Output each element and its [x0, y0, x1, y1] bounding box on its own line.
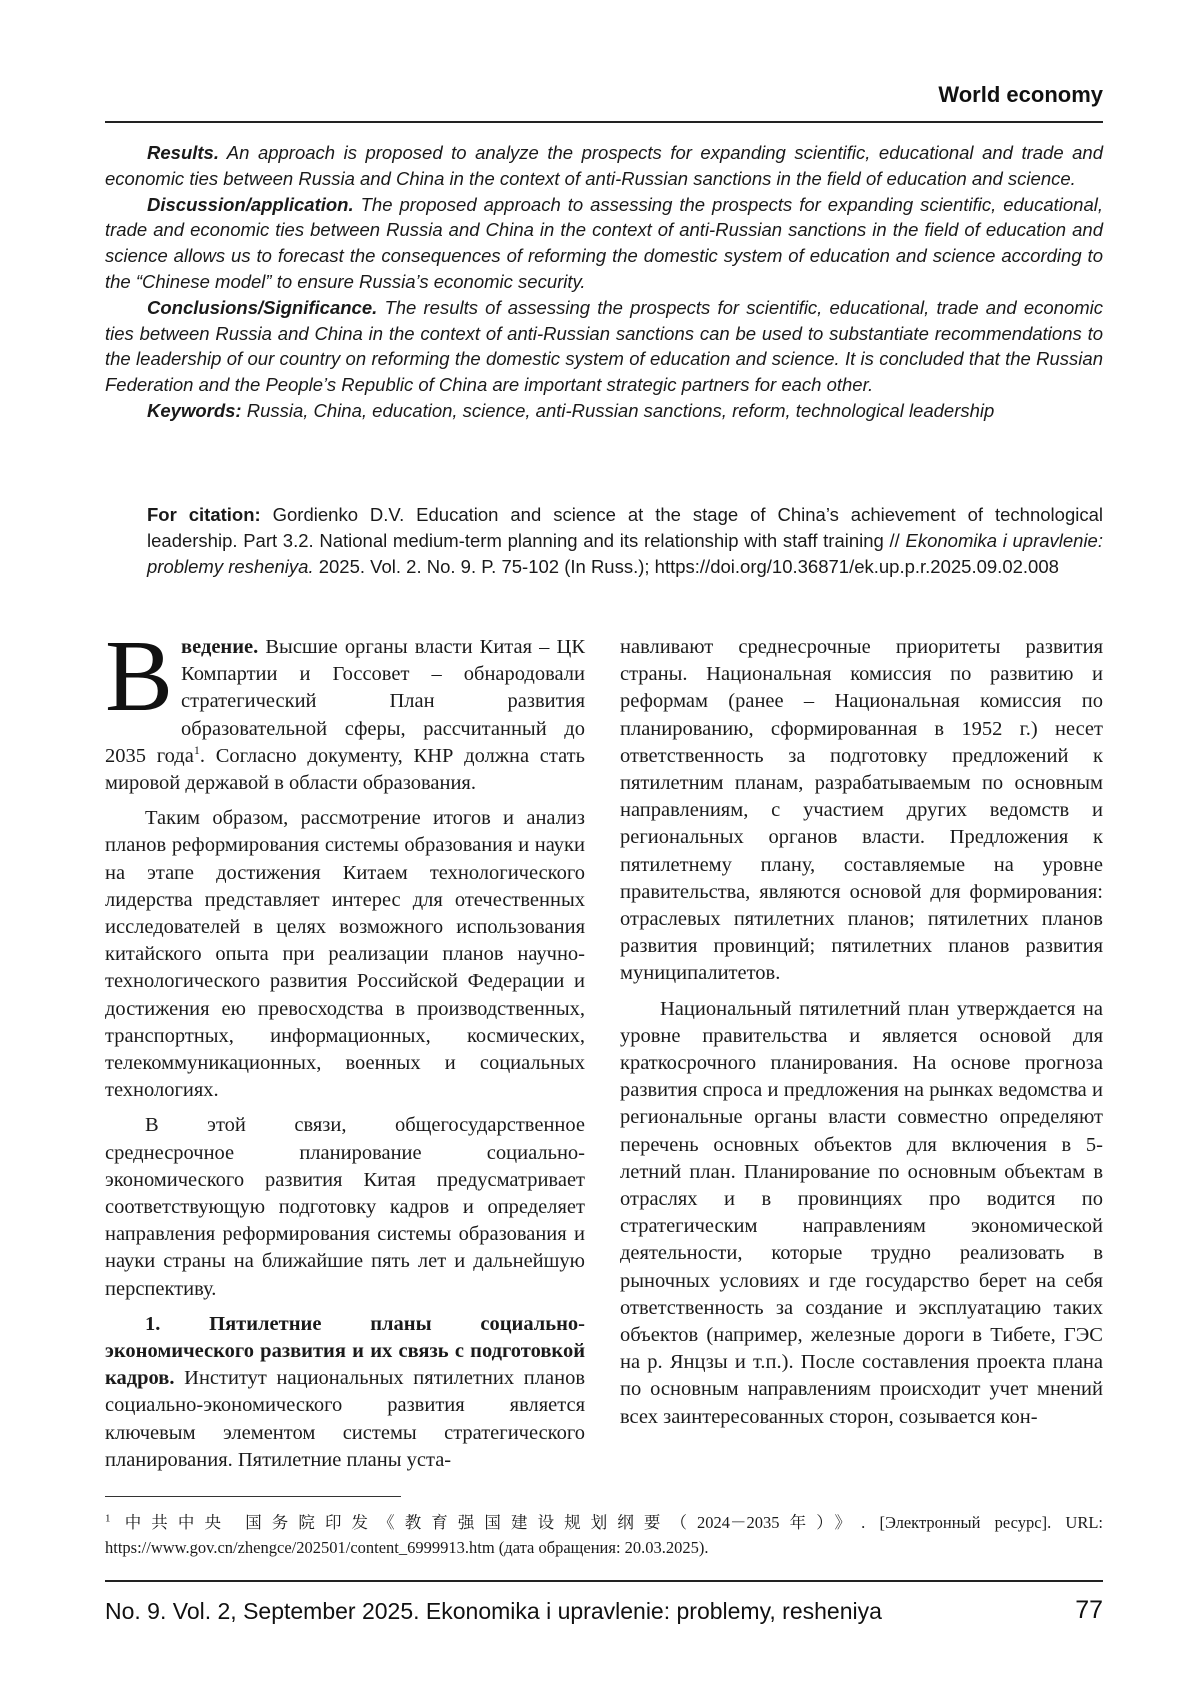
- drop-cap: В: [105, 620, 174, 733]
- footer-journal: No. 9. Vol. 2, September 2025. Ekonomika i upravlenie: problemy, resheniya: [105, 1598, 882, 1624]
- section-heading: 1. Пятилетние планы социально-экономического развития и их связь с подготовкой кадров.: [105, 1312, 585, 1390]
- page-number: 77: [1075, 1596, 1103, 1624]
- conclusions-text: The results of assessing the prospects for scientific, educational, trade and economic ties between Russia and China in the context of anti-Russian sanctions can be used to substantiate recommendations to the leadership of our country on reforming the domestic system of education and science. It is concluded that the Russian Federation and the People’s Republic of China are important strategic partners for each other.: [105, 296, 1103, 396]
- body-paragraph: Национальный пятилетний план утверждается на уровне правительства и является основой для краткосрочного планирования. На основе прогноза развития спроса и предложения на рынках ведомства и региональные органы власти совместно определяют перечень основных объектов для включения в 5-летний план. Планирование по основным объектам в отраслях и в провинциях про водится по стратегическим направлениям экономической деятельности, которые трудно реализовать в рыночных условиях и где государство берет на себя ответственность за создание и эксплуатацию таких объектов (например, железные дороги в Тибете, ГЭС на р. Янцзы и т.п.). После составления проекта плана по основным направлениям происходит учет мнений всех заинтересованных сторон, созывается кон-: [620, 997, 1103, 1428]
- body-column-left: [105, 620, 585, 1482]
- body-column-right: [620, 634, 1103, 1439]
- intro-text-end: . Согласно документу, КНР должна стать мировой державой в области образования.: [105, 744, 585, 795]
- footnote-text: 中共中央 国务院印发《教育强国建设规划纲要（2024－2035年）》. [Электронный ресурс]. URL: https://www.gov.cn/zhengce/202501/content_6999913.htm (дата обращения: 20.03.2025).: [105, 1513, 1103, 1557]
- citation-block: [147, 502, 1103, 580]
- header-rule: [105, 121, 1103, 123]
- citation-text: Gordienko D.V. Education and science at the stage of China’s achievement of technological leadership. Part 3.2. National medium-term planning and its relationship with staff training //: [147, 504, 1103, 551]
- body-paragraph: навливают среднесрочные приоритеты развития страны. Национальная комиссия по развитию и реформам (ранее – Национальная комиссия по планированию, сформированная в 1952 г.) несет ответственность за подготовку предложений к пятилетним планам, разрабатываемым по основным направлениям, с участием других ведомств и региональных органов власти. Предложения к пятилетнему плану, составляемые на уровне правительства, являются основой для формирования: отраслевых пятилетних планов; пятилетних планов развития провинций; пятилетних планов развития муниципалитетов.: [620, 636, 1103, 985]
- intro-text: Высшие органы власти Китая – ЦК Компартии и Госсовет – обнародовали стратегический План развития образовательной сферы, рассчитанный до 2035 года: [105, 636, 585, 767]
- results-label: Results.: [147, 142, 219, 163]
- abstract-conclusions: [105, 295, 1103, 398]
- footnote-rule: [105, 1496, 401, 1497]
- discussion-label: Discussion/application.: [147, 193, 354, 215]
- body-paragraph: Таким образом, рассмотрение итогов и анализ планов реформирования системы образования и науки на этапе достижения Китаем технологического лидерства представляет интерес для отечественных исследователей в целях возможного использования китайского опыта при реализации планов научно-технологического развития Российской Федерации и достижения ею превосходства в производственных, транспортных, информационных, космических, телекоммуникационных, военных и социальных технологиях.: [105, 807, 585, 1102]
- citation-journal: Ekonomika i upravlenie: problemy resheniya.: [147, 530, 1103, 577]
- abstract-results: [105, 140, 1103, 192]
- abstract-keywords: [105, 398, 1103, 424]
- footnote-ref: 1: [193, 742, 200, 757]
- intro-heading: ведение.: [181, 636, 259, 658]
- body-paragraph: В этой связи, общегосударственное среднесрочное планирование социально-экономического развития Китая предусматривает соответствующую подготовку кадров и определяет направления реформирования системы образования и науки страны на ближайшие пять лет и дальнейшую перспективу.: [105, 1114, 585, 1300]
- keywords-text: Russia, China, education, science, anti-Russian sanctions, reform, technological leadership: [241, 399, 995, 421]
- abstract-discussion: [105, 192, 1103, 295]
- citation-doi: 2025. Vol. 2. No. 9. P. 75-102 (In Russ.); https://doi.org/10.36871/ek.up.p.r.2025.09.02.008: [313, 556, 1059, 577]
- conclusions-label: Conclusions/Significance.: [147, 296, 378, 318]
- section-text: Институт национальных пятилетних планов социально-экономического развития является ключевым элементом системы стратегического планирования. Пятилетние планы уста-: [105, 1367, 585, 1471]
- running-header: World economy: [938, 82, 1103, 107]
- citation-label: For citation:: [147, 504, 261, 525]
- footnote: [105, 1510, 1103, 1560]
- keywords-label: Keywords:: [147, 399, 242, 421]
- abstract: [105, 140, 1103, 424]
- footer-rule: [105, 1580, 1103, 1582]
- section-paragraph: [105, 1311, 585, 1474]
- intro-paragraph: [105, 620, 585, 797]
- discussion-text: The proposed approach to assessing the prospects for expanding scientific, educational, trade and economic ties between Russia and China in the context of anti-Russian sanctions in the field of education and science allows us to forecast the consequences of reforming the domestic system of education and science according to the “Chinese model” to ensure Russia’s economic security.: [105, 193, 1103, 292]
- footnote-marker: 1: [105, 1512, 111, 1525]
- results-text: An approach is proposed to analyze the prospects for expanding scientific, educational and trade and economic ties between Russia and China in the context of anti-Russian sanctions in the field of education and science.: [105, 142, 1103, 189]
